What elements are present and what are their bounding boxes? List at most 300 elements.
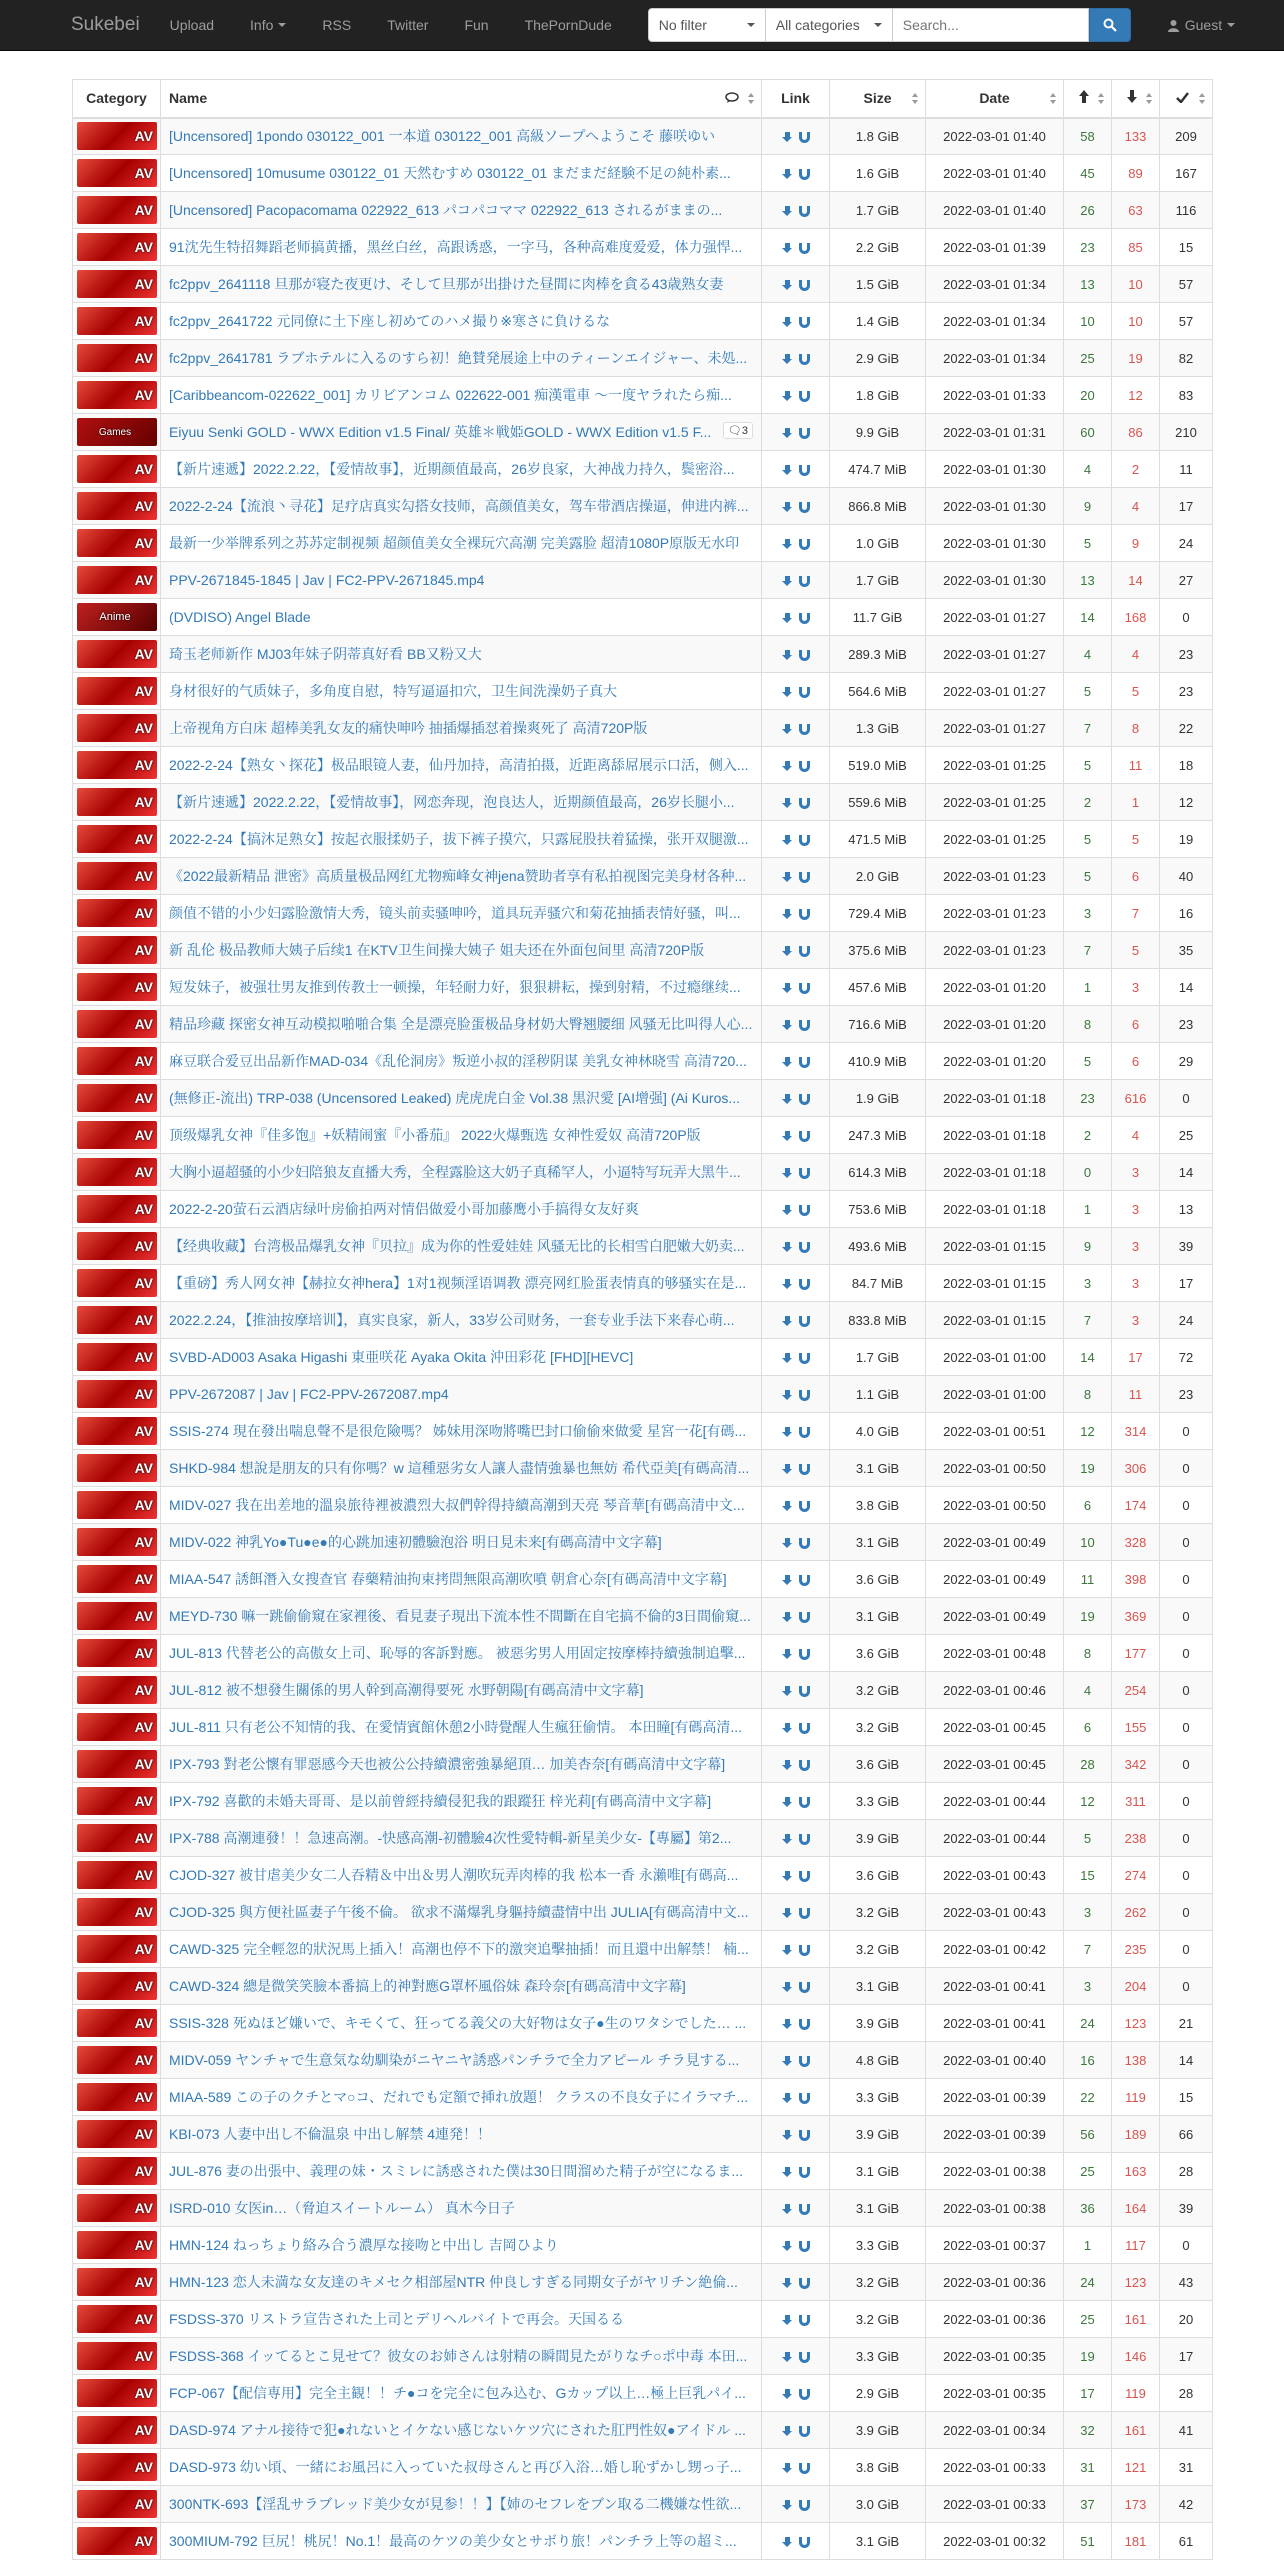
download-icon[interactable]: [782, 1353, 793, 1364]
category-badge[interactable]: AV: [77, 1639, 157, 1667]
torrent-name-link[interactable]: CJOD-325 與方便社區妻子午後不倫。 欲求不滿爆乳身軀持續盡情中出 JULIA[有碼高清中文...: [169, 1904, 749, 1920]
category-badge[interactable]: AV: [77, 1158, 157, 1186]
name-cell: [161, 1746, 762, 1783]
seeders-cell: 5: [1064, 525, 1112, 562]
search-input[interactable]: [893, 8, 1089, 42]
category-badge[interactable]: AV: [77, 1824, 157, 1852]
torrent-name-link[interactable]: 最新一少举牌系列之苏苏定制视频 超颜值美女全裸玩穴高潮 完美露脸 超清1080P原版无水印: [169, 535, 740, 551]
download-icon[interactable]: [782, 1020, 793, 1031]
download-icon[interactable]: [782, 1649, 793, 1660]
category-badge[interactable]: AV: [77, 1380, 157, 1408]
category-badge[interactable]: AV: [77, 122, 157, 150]
category-badge[interactable]: AV: [77, 307, 157, 335]
download-icon[interactable]: [782, 2463, 793, 2474]
magnet-icon[interactable]: [799, 1538, 810, 1549]
torrent-name-link[interactable]: ISRD-010 女医in…（脅迫スイートルーム） 真木今日子: [169, 2200, 515, 2216]
category-badge[interactable]: AV: [77, 1861, 157, 1889]
category-badge[interactable]: AV: [77, 1343, 157, 1371]
magnet-icon[interactable]: [799, 983, 810, 994]
torrent-name-link[interactable]: 《2022最新精品 泄密》高质量极品网红尤物痴峰女神jena赞助者享有私拍视图完美身材各种...: [169, 868, 747, 884]
download-icon[interactable]: [782, 2019, 793, 2030]
magnet-icon[interactable]: [799, 1057, 810, 1068]
magnet-icon[interactable]: [799, 2204, 810, 2215]
magnet-icon[interactable]: [799, 354, 810, 365]
magnet-icon[interactable]: [799, 1686, 810, 1697]
torrent-name-link[interactable]: 颜值不错的小少妇露脸激情大秀，镜头前卖骚呻吟，道具玩弄骚穴和菊花抽插表情好骚，叫...: [169, 905, 741, 921]
category-badge[interactable]: AV: [77, 862, 157, 890]
magnet-icon[interactable]: [799, 1279, 810, 1290]
user-menu[interactable]: [1167, 17, 1235, 33]
category-badge[interactable]: AV: [77, 2268, 157, 2296]
category-badge[interactable]: AV: [77, 640, 157, 668]
category-badge[interactable]: AV: [77, 2416, 157, 2444]
torrent-name-link[interactable]: 300NTK-693【淫乱サラブレッド美少女が見参！！】【姉のセフレをブン取る二機嫌な性欲...: [169, 2496, 742, 2512]
magnet-icon[interactable]: [799, 1464, 810, 1475]
header-date[interactable]: [926, 80, 1064, 118]
category-badge[interactable]: AV: [77, 492, 157, 520]
torrent-name-link[interactable]: SSIS-274 現在發出喘息聲不是很危險嗎？ 姊妹用深吻將嘴巴封口偷偷來做愛 星宮一花[有碼...: [169, 1423, 747, 1439]
torrent-name-link[interactable]: SSIS-328 死ぬほど嫌いで、キモくて、狂ってる義父の大好物は女子●生のワタシでした… ...: [169, 2015, 747, 2031]
category-badge[interactable]: AV: [77, 2231, 157, 2259]
magnet-icon[interactable]: [799, 317, 810, 328]
category-badge[interactable]: AV: [77, 2527, 157, 2555]
download-icon[interactable]: [782, 317, 793, 328]
torrent-name-link[interactable]: IPX-788 高潮連發！！急速高潮。-快感高潮-初體驗4次性愛特輯-新星美少女-【專屬】第2...: [169, 1830, 732, 1846]
magnet-icon[interactable]: [799, 1945, 810, 1956]
category-badge[interactable]: AV: [77, 2379, 157, 2407]
magnet-icon[interactable]: [799, 206, 810, 217]
download-icon[interactable]: [782, 835, 793, 846]
torrent-name-link[interactable]: IPX-792 喜歡的未婚夫哥哥、是以前曾經持續侵犯我的跟蹤狂 梓光莉[有碼高清中文字幕]: [169, 1793, 712, 1809]
torrent-name-link[interactable]: (無修正-流出) TRP-038 (Uncensored Leaked) 虎虎虎白金 Vol.38 黒沢愛 [AI增强] (Ai Kuros...: [169, 1090, 741, 1106]
category-badge[interactable]: AV: [77, 1750, 157, 1778]
download-icon[interactable]: [782, 946, 793, 957]
download-icon[interactable]: [782, 280, 793, 291]
torrent-name-link[interactable]: SVBD-AD003 Asaka Higashi 東亜咲花 Ayaka Okita 沖田彩花 [FHD][HEVC]: [169, 1349, 634, 1365]
download-icon[interactable]: [782, 2056, 793, 2067]
magnet-icon[interactable]: [799, 946, 810, 957]
download-icon[interactable]: [782, 1131, 793, 1142]
torrent-name-link[interactable]: HMN-123 恋人未満な女友達のキメセク相部屋NTR 仲良しすぎる同期女子がヤリチン絶倫...: [169, 2274, 738, 2290]
magnet-icon[interactable]: [799, 1131, 810, 1142]
category-badge[interactable]: AV: [77, 2046, 157, 2074]
torrent-name-link[interactable]: 身材很好的气质妹子，多角度自慰，特写逼逼扣穴，卫生间洗澡奶子真大: [169, 683, 617, 699]
magnet-icon[interactable]: [799, 1834, 810, 1845]
name-cell: [161, 1820, 762, 1857]
category-badge[interactable]: AV: [77, 2453, 157, 2481]
download-icon[interactable]: [782, 354, 793, 365]
magnet-icon[interactable]: [799, 1316, 810, 1327]
torrent-name-link[interactable]: 新 乱伦 极品教师大姨子后续1 在KTV卫生间操大姨子 姐夫还在外面包间里 高清720P版: [169, 942, 705, 958]
download-icon[interactable]: [782, 2241, 793, 2252]
torrent-name-link[interactable]: HMN-124 ねっちょり絡み合う濃厚な接吻と中出し 吉岡ひより: [169, 2237, 559, 2253]
download-icon[interactable]: [782, 1242, 793, 1253]
download-icon[interactable]: [782, 1982, 793, 1993]
nav-info[interactable]: [250, 17, 286, 33]
category-badge[interactable]: AV: [77, 2009, 157, 2037]
download-icon[interactable]: [782, 1390, 793, 1401]
category-cell: [73, 1931, 161, 1968]
torrent-name-link[interactable]: 300MIUM-792 巨尻！桃尻！No.1！最高のケツの美少女とサボり旅！パンチラ上等の超ミ...: [169, 2533, 737, 2549]
category-badge[interactable]: AV: [77, 1195, 157, 1223]
magnet-icon[interactable]: [799, 132, 810, 143]
category-badge[interactable]: AV: [77, 159, 157, 187]
torrent-name-link[interactable]: JUL-812 被不想發生關係的男人幹到高潮得要死 水野朝陽[有碼高清中文字幕]: [169, 1682, 644, 1698]
magnet-icon[interactable]: [799, 169, 810, 180]
category-badge[interactable]: AV: [77, 1602, 157, 1630]
torrent-name-link[interactable]: 精品珍藏 探密女神互动模拟啪啪合集 全是漂亮脸蛋极品身材奶大臀翘腰细 风骚无比叫得人心...: [169, 1016, 753, 1032]
magnet-icon[interactable]: [799, 391, 810, 402]
torrent-name-link[interactable]: 2022.2.24，【推油按摩培训】，真实良家，新人，33岁公司财务，一套专业手法下来春心萌...: [169, 1312, 735, 1328]
magnet-icon[interactable]: [799, 1797, 810, 1808]
torrent-name-link[interactable]: 2022-2-24【搞沐足熟女】按起衣服揉奶子，拔下裤子摸穴，只露屁股扶着猛操，张开双腿激...: [169, 831, 749, 847]
category-cell: [73, 1783, 161, 1820]
link-cell: [762, 340, 830, 377]
filter-select[interactable]: [648, 8, 766, 42]
download-icon[interactable]: [782, 613, 793, 624]
download-icon[interactable]: [782, 391, 793, 402]
category-badge[interactable]: AV: [77, 714, 157, 742]
magnet-icon[interactable]: [799, 280, 810, 291]
magnet-icon[interactable]: [799, 2093, 810, 2104]
download-icon[interactable]: [782, 761, 793, 772]
download-icon[interactable]: [782, 1575, 793, 1586]
header-category[interactable]: Category: [73, 80, 161, 118]
download-icon[interactable]: [782, 872, 793, 883]
header-seeders[interactable]: [1064, 80, 1112, 118]
date-cell: 2022-03-01 00:34: [926, 2412, 1064, 2449]
category-badge[interactable]: AV: [77, 2157, 157, 2185]
category-badge[interactable]: AV: [77, 1454, 157, 1482]
category-badge[interactable]: AV: [77, 1121, 157, 1149]
torrent-name-link[interactable]: PPV-2671845-1845 | Jav | FC2-PPV-2671845.mp4: [169, 572, 485, 588]
torrent-name-link[interactable]: DASD-973 幼い頃、一緒にお風呂に入っていた叔母さんと再び入浴…婚し恥ずかし甥っ子...: [169, 2459, 742, 2475]
torrent-name-link[interactable]: 顶级爆乳女神『佳多饱』+妖精闹蜜『小番茄』 2022火爆甄选 女神性爱奴 高清720P版: [169, 1127, 701, 1143]
category-badge[interactable]: AV: [77, 233, 157, 261]
torrent-name-link[interactable]: CAWD-325 完全輕忽的狀況馬上插入！高潮也停不下的激突追擊抽插！而且還中出解禁！ 楠...: [169, 1941, 749, 1957]
category-badge[interactable]: AV: [77, 1935, 157, 1963]
torrent-name-link[interactable]: MIDV-027 我在出差地的溫泉旅待裡被濃烈大叔們幹得持續高潮到天亮 琴音華[有碼高清中文...: [169, 1497, 745, 1513]
torrent-name-link[interactable]: 2022-2-24【流浪丶寻花】足疗店真实勾搭女技师，高颜值美女，驾车带酒店操逼，伸进内裤...: [169, 498, 749, 514]
category-badge[interactable]: AV: [77, 2342, 157, 2370]
torrent-name-link[interactable]: DASD-974 アナル接待で犯●れないとイケない感じないケツ穴にされた肛門性奴●アイドル ...: [169, 2422, 746, 2438]
magnet-icon[interactable]: [799, 2167, 810, 2178]
torrent-name-link[interactable]: (DVDISO) Angel Blade: [169, 609, 311, 625]
category-badge[interactable]: AV: [77, 455, 157, 483]
download-icon[interactable]: [782, 687, 793, 698]
torrent-name-link[interactable]: [Uncensored] 10musume 030122_01 天然むすめ 030122_01 まだまだ経験不足の純朴素...: [169, 165, 731, 181]
brand-logo[interactable]: Sukebei: [71, 14, 140, 35]
torrent-name-link[interactable]: JUL-813 代替老公的高傲女上司、恥辱的客訴對應。 被惡劣男人用固定按摩棒持續強制追擊...: [169, 1645, 746, 1661]
magnet-icon[interactable]: [799, 2315, 810, 2326]
header-completed[interactable]: [1160, 80, 1213, 118]
torrent-name-link[interactable]: 【重磅】秀人网女神【赫拉女神hera】1对1视频淫语调教 漂亮网红脸蛋表情真的够骚实在是...: [169, 1275, 747, 1291]
torrent-name-link[interactable]: fc2ppv_2641118 旦那が寝た夜更け、そして旦那が出掛けた昼間に肉棒を貪る43歳熟女妻: [169, 276, 724, 292]
torrent-name-link[interactable]: MIDV-022 神乳Yo●Tu●e●的心跳加速初體驗泡浴 明日見未来[有碼高清中文字幕]: [169, 1534, 662, 1550]
category-badge[interactable]: AV: [77, 1306, 157, 1334]
download-icon[interactable]: [782, 2426, 793, 2437]
download-icon[interactable]: [782, 2352, 793, 2363]
category-badge[interactable]: AV: [77, 899, 157, 927]
date-cell: 2022-03-01 00:36: [926, 2264, 1064, 2301]
category-badge[interactable]: AV: [77, 1972, 157, 2000]
torrent-name-link[interactable]: 【经典收藏】台湾极品爆乳女神『贝拉』成为你的性爱娃娃 风骚无比的长相雪白肥嫩大奶卖...: [169, 1238, 745, 1254]
header-name[interactable]: [161, 80, 762, 118]
torrent-name-link[interactable]: [Caribbeancom-022622_001] カリビアンコム 022622-001 痴漢電車 ～一度ヤラれたら痴...: [169, 387, 732, 403]
download-icon[interactable]: [782, 1427, 793, 1438]
torrent-name-link[interactable]: 大胸小逼超骚的小少妇陪狼友直播大秀，全程露脸这大奶子真稀罕人，小逼特写玩弄大黑牛...: [169, 1164, 741, 1180]
magnet-icon[interactable]: [799, 1501, 810, 1512]
torrent-name-link[interactable]: Eiyuu Senki GOLD - WWX Edition v1.5 Final/ 英雄＊戦姫GOLD - WWX Edition v1.5 F...: [169, 424, 712, 440]
download-icon[interactable]: [782, 2537, 793, 2548]
torrent-name-link[interactable]: 短发妹子，被强壮男友推到传教士一顿操，年轻耐力好，狠狠耕耘，操到射精，不过瘾继续...: [169, 979, 741, 995]
torrent-name-link[interactable]: IPX-793 對老公懷有罪惡感今天也被公公持續濃密強暴絕頂… 加美杏奈[有碼高清中文字幕]: [169, 1756, 726, 1772]
torrent-name-link[interactable]: KBI-073 人妻中出し不倫温泉 中出し解禁 4連発！！: [169, 2126, 492, 2142]
magnet-icon[interactable]: [799, 1612, 810, 1623]
magnet-icon[interactable]: [799, 539, 810, 550]
magnet-icon[interactable]: [799, 2426, 810, 2437]
magnet-icon[interactable]: [799, 687, 810, 698]
date-cell: 2022-03-01 00:35: [926, 2338, 1064, 2375]
category-badge[interactable]: AV: [77, 1047, 157, 1075]
download-icon[interactable]: [782, 576, 793, 587]
category-badge[interactable]: AV: [77, 566, 157, 594]
category-badge[interactable]: AV: [77, 1528, 157, 1556]
category-badge[interactable]: AV: [77, 1713, 157, 1741]
magnet-icon[interactable]: [799, 872, 810, 883]
category-badge[interactable]: Games: [77, 418, 157, 446]
magnet-icon[interactable]: [799, 2352, 810, 2363]
download-icon[interactable]: [782, 650, 793, 661]
torrent-name-link[interactable]: SHKD-984 想說是朋友的只有你嗎？w 這種惡劣女人讓人盡情強暴也無妨 希代亞美[有碼高清...: [169, 1460, 750, 1476]
download-icon[interactable]: [782, 502, 793, 513]
torrent-name-link[interactable]: 【新片速遞】2022.2.22，【爱情故事】，网恋奔现，泡良达人，近期颜值最高，26岁长腿小...: [169, 794, 735, 810]
torrent-name-link[interactable]: fc2ppv_2641722 元同僚に土下座し初めてのハメ撮り※寒さに負けるな: [169, 313, 611, 329]
category-badge[interactable]: AV: [77, 677, 157, 705]
magnet-icon[interactable]: [799, 2241, 810, 2252]
category-badge[interactable]: AV: [77, 381, 157, 409]
category-badge[interactable]: AV: [77, 2490, 157, 2518]
magnet-icon[interactable]: [799, 1871, 810, 1882]
download-icon[interactable]: [782, 1723, 793, 1734]
download-icon[interactable]: [782, 1686, 793, 1697]
torrent-name-link[interactable]: 上帝视角方白床 超棒美乳女友的痛快呻吟 抽插爆插怼着操爽死了 高清720P版: [169, 720, 648, 736]
torrent-name-link[interactable]: JUL-876 妻の出張中、義理の妹・スミレに誘惑された僕は30日間溜めた精子が空になるま...: [169, 2163, 744, 2179]
download-icon[interactable]: [782, 2315, 793, 2326]
torrent-name-link[interactable]: FSDSS-368 イッてるとこ見せて？彼女のお姉さんは射精の瞬間見たがりなチ○ポ中毒 本田...: [169, 2348, 748, 2364]
category-badge[interactable]: AV: [77, 973, 157, 1001]
magnet-icon[interactable]: [799, 576, 810, 587]
torrent-name-link[interactable]: JUL-811 只有老公不知情的我、在愛情賓館休憩2小時覺醒人生瘋狂偷情。 本田瞳[有碼高清...: [169, 1719, 742, 1735]
magnet-icon[interactable]: [799, 2500, 810, 2511]
download-icon[interactable]: [782, 465, 793, 476]
magnet-icon[interactable]: [799, 2537, 810, 2548]
torrent-name-link[interactable]: CAWD-324 總是微笑笑臉本番搞上的神對應G罩杯風俗妹 森玲奈[有碼高清中文字幕]: [169, 1978, 686, 1994]
category-badge[interactable]: AV: [77, 1269, 157, 1297]
torrent-name-link[interactable]: FSDSS-370 リストラ宣告された上司とデリヘルバイトで再会。天国るる: [169, 2311, 625, 2327]
download-icon[interactable]: [782, 539, 793, 550]
comments-icon[interactable]: [725, 92, 739, 104]
magnet-icon[interactable]: [799, 465, 810, 476]
category-badge[interactable]: AV: [77, 1898, 157, 1926]
magnet-icon[interactable]: [799, 1427, 810, 1438]
download-icon[interactable]: [782, 1945, 793, 1956]
torrent-name-link[interactable]: 麻豆联合爱豆出品新作MAD-034《乱伦洞房》叛逆小叔的淫秽阴谋 美乳女神林晓雪 高清720...: [169, 1053, 747, 1069]
magnet-icon[interactable]: [799, 2056, 810, 2067]
search-button[interactable]: [1089, 8, 1131, 42]
magnet-icon[interactable]: [799, 909, 810, 920]
download-icon[interactable]: [782, 1797, 793, 1808]
magnet-icon[interactable]: [799, 798, 810, 809]
magnet-icon[interactable]: [799, 1242, 810, 1253]
header-leechers[interactable]: [1112, 80, 1160, 118]
sort-icon[interactable]: [748, 93, 755, 105]
category-badge[interactable]: AV: [77, 1676, 157, 1704]
torrent-name-link[interactable]: FCP-067【配信専用】完全主観！！チ●コを完全に包み込む、Gカップ以上…極上巨乳パイ...: [169, 2385, 746, 2401]
magnet-icon[interactable]: [799, 2130, 810, 2141]
download-icon[interactable]: [782, 983, 793, 994]
magnet-icon[interactable]: [799, 724, 810, 735]
torrent-name-link[interactable]: PPV-2672087 | Jav | FC2-PPV-2672087.mp4: [169, 1386, 449, 1402]
nav-twitter[interactable]: Twitter: [387, 17, 429, 33]
torrent-name-link[interactable]: fc2ppv_2641781 ラブホテルに入るのすら初！絶賛発展途上中のティーンエイジャー、未処...: [169, 350, 748, 366]
nav-upload[interactable]: Upload: [169, 17, 215, 33]
torrent-name-link[interactable]: MIDV-059 ヤンチャで生意気な幼馴染がニヤニヤ誘惑パンチラで全力アピール チラ見する...: [169, 2052, 740, 2068]
comment-count[interactable]: [723, 422, 753, 439]
download-icon[interactable]: [782, 1834, 793, 1845]
category-badge[interactable]: AV: [77, 2305, 157, 2333]
download-icon[interactable]: [782, 2500, 793, 2511]
download-icon[interactable]: [782, 2093, 793, 2104]
download-icon[interactable]: [782, 1279, 793, 1290]
torrent-name-link[interactable]: MIAA-589 この子のクチとマ○コ、だれでも定額で挿れ放題！ クラスの不良女子にイラマチ...: [169, 2089, 749, 2105]
category-badge[interactable]: AV: [77, 196, 157, 224]
category-cell: [73, 2153, 161, 2190]
comment-count-value: 3: [741, 425, 748, 437]
download-icon[interactable]: [782, 1316, 793, 1327]
category-badge[interactable]: AV: [77, 1084, 157, 1112]
category-badge[interactable]: AV: [77, 2083, 157, 2111]
category-badge[interactable]: AV: [77, 344, 157, 372]
category-badge[interactable]: AV: [77, 936, 157, 964]
magnet-icon[interactable]: [799, 243, 810, 254]
nav-fun[interactable]: Fun: [464, 17, 489, 33]
torrent-name-link[interactable]: 琦玉老师新作 MJ03年妹子阴蒂真好看 BB又粉又大: [169, 646, 482, 662]
download-icon[interactable]: [782, 1501, 793, 1512]
download-icon[interactable]: [782, 243, 793, 254]
nav-rss[interactable]: RSS: [322, 17, 352, 33]
download-icon[interactable]: [782, 1094, 793, 1105]
magnet-icon[interactable]: [799, 2019, 810, 2030]
category-select[interactable]: [766, 8, 893, 42]
torrent-name-link[interactable]: [Uncensored] 1pondo 030122_001 一本道 030122_001 高級ソープへようこそ 藤咲ゆい: [169, 128, 716, 145]
magnet-icon[interactable]: [799, 2389, 810, 2400]
magnet-icon[interactable]: [799, 428, 810, 439]
category-badge[interactable]: AV: [77, 1010, 157, 1038]
category-badge[interactable]: AV: [77, 788, 157, 816]
download-icon[interactable]: [782, 169, 793, 180]
download-icon[interactable]: [782, 1871, 793, 1882]
magnet-icon[interactable]: [799, 1094, 810, 1105]
download-icon[interactable]: [782, 1168, 793, 1179]
category-badge[interactable]: AV: [77, 751, 157, 779]
torrent-name-link[interactable]: CJOD-327 被甘虐美少女二人吞精＆中出＆男人潮吹玩弄肉棒的我 松本一香 永瀨唯[有碼高...: [169, 1867, 739, 1883]
download-icon[interactable]: [782, 206, 793, 217]
torrent-name-link[interactable]: 【新片速遞】2022.2.22，【爱情故事】，近期颜值最高，26岁良家，大神战力持久，鬓密浴...: [169, 461, 735, 477]
category-badge[interactable]: AV: [77, 270, 157, 298]
category-badge[interactable]: AV: [77, 529, 157, 557]
category-badge[interactable]: AV: [77, 1417, 157, 1445]
torrent-name-link[interactable]: MEYD-730 嘛一跳偷偷窺在家裡後、看見妻子現出下流本性不間斷在自宅搞不倫的3日間偷窺...: [169, 1608, 751, 1624]
leechers-cell: 173: [1112, 2486, 1160, 2523]
magnet-icon[interactable]: [799, 650, 810, 661]
download-icon[interactable]: [782, 1538, 793, 1549]
download-icon[interactable]: [782, 2278, 793, 2289]
nav-porndude[interactable]: ThePornDude: [524, 17, 612, 33]
download-icon[interactable]: [782, 798, 793, 809]
torrent-name-link[interactable]: 2022-2-24【熟女丶探花】极品眼镜人妻，仙丹加持，高清拍摄，近距离舔屌展示口活，侧入...: [169, 757, 749, 773]
download-icon[interactable]: [782, 1464, 793, 1475]
torrent-name-link[interactable]: 2022-2-20萤石云酒店绿叶房偷拍两对情侣做爱小哥加藤鹰小手搞得女友好爽: [169, 1201, 639, 1217]
magnet-icon[interactable]: [799, 835, 810, 846]
magnet-icon[interactable]: [799, 761, 810, 772]
download-icon[interactable]: [782, 2204, 793, 2215]
category-badge[interactable]: AV: [77, 2120, 157, 2148]
download-icon[interactable]: [782, 132, 793, 143]
size-cell: 3.2 GiB: [830, 2264, 926, 2301]
torrent-name-link[interactable]: 91沈先生特招舞蹈老师搞黄播，黑丝白丝，高跟诱惑，一字马，各种高难度爱爱，体力强悍...: [169, 239, 743, 255]
magnet-icon[interactable]: [799, 1908, 810, 1919]
download-icon[interactable]: [782, 909, 793, 920]
magnet-icon[interactable]: [799, 2278, 810, 2289]
magnet-icon[interactable]: [799, 1575, 810, 1586]
magnet-icon[interactable]: [799, 1649, 810, 1660]
download-icon[interactable]: [782, 2389, 793, 2400]
category-badge[interactable]: AV: [77, 825, 157, 853]
download-icon[interactable]: [782, 724, 793, 735]
magnet-icon[interactable]: [799, 613, 810, 624]
magnet-icon[interactable]: [799, 1168, 810, 1179]
magnet-icon[interactable]: [799, 1020, 810, 1031]
magnet-icon[interactable]: [799, 2463, 810, 2474]
category-badge[interactable]: AV: [77, 1232, 157, 1260]
download-icon[interactable]: [782, 428, 793, 439]
magnet-icon[interactable]: [799, 1353, 810, 1364]
download-icon[interactable]: [782, 2167, 793, 2178]
category-badge[interactable]: AV: [77, 1787, 157, 1815]
download-icon[interactable]: [782, 1760, 793, 1771]
category-badge[interactable]: AV: [77, 1565, 157, 1593]
download-icon[interactable]: [782, 1205, 793, 1216]
category-badge[interactable]: AV: [77, 1491, 157, 1519]
magnet-icon[interactable]: [799, 1205, 810, 1216]
category-badge[interactable]: AV: [77, 2194, 157, 2222]
magnet-icon[interactable]: [799, 1760, 810, 1771]
header-size[interactable]: [830, 80, 926, 118]
magnet-icon[interactable]: [799, 1982, 810, 1993]
category-badge[interactable]: Anime: [77, 603, 157, 631]
download-icon[interactable]: [782, 2130, 793, 2141]
magnet-icon[interactable]: [799, 502, 810, 513]
torrent-name-link[interactable]: MIAA-547 誘餌潛入女搜查官 春藥精油拘束拷問無限高潮吹噴 朝倉心奈[有碼高清中文字幕]: [169, 1571, 727, 1587]
download-icon[interactable]: [782, 1908, 793, 1919]
magnet-icon[interactable]: [799, 1390, 810, 1401]
download-icon[interactable]: [782, 1057, 793, 1068]
torrent-name-link[interactable]: [Uncensored] Pacopacomama 022922_613 パコパコママ 022922_613 されるがままの...: [169, 202, 723, 218]
seeders-cell: 51: [1064, 2523, 1112, 2560]
download-icon[interactable]: [782, 1612, 793, 1623]
magnet-icon[interactable]: [799, 1723, 810, 1734]
